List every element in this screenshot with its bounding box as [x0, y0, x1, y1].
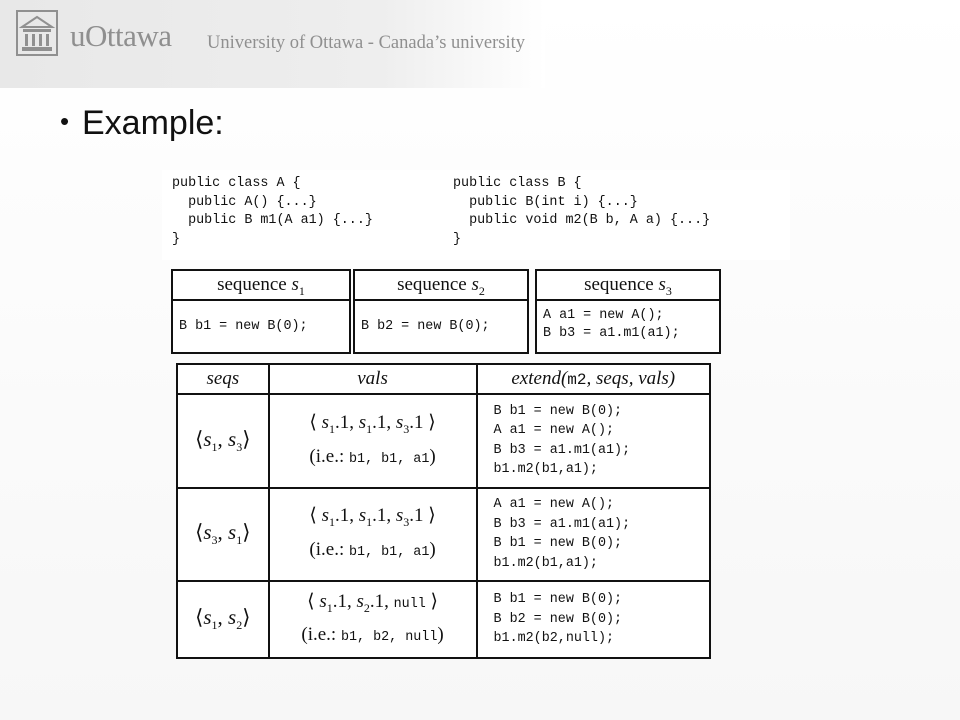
ie-values: b1, b1, a1 — [349, 545, 430, 561]
math-symbol: $s_1$ — [228, 520, 243, 548]
math-symbol: $s_1$ — [321, 411, 335, 436]
table-row — [177, 488, 710, 582]
math-symbol: $s_2$ — [228, 605, 243, 633]
class-a-code: public class A { public A() {...} public B m1(A a1) {...} } — [172, 176, 373, 247]
math-symbol: $s_1$ — [203, 605, 218, 633]
math-symbol: $s_3$ — [658, 274, 672, 298]
math-symbol: $s_1$ — [203, 426, 218, 454]
math-symbol: $s_1$ — [358, 505, 373, 530]
vals-tuple: ⟨ $s_1.1$, $s_2.1$, null ⟩ — [307, 590, 438, 615]
sequence-box-1 — [171, 269, 351, 354]
null-literal: null — [393, 596, 426, 612]
extend-table-header-row — [177, 364, 710, 394]
sequence-header: sequence $s_2$ — [355, 271, 527, 301]
math-symbol: $s_3$ — [395, 505, 410, 530]
ie-values: b1, b1, a1 — [349, 451, 430, 467]
class-b-code: public class B { public B(int i) {...} public void m2(B b, A a) {...} } — [453, 176, 711, 247]
math-symbol: $s_1$ — [291, 274, 305, 298]
ie-values: b1, b2, null — [340, 630, 438, 646]
sequence-code: B b2 = new B(0); — [361, 319, 490, 334]
vals-ie: (i.e.: b1, b1, a1) — [309, 445, 436, 467]
extend-code-cell: A a1 = new A(); B b3 = a1.m1(a1); B b1 = new B(0); b1.m2(b1,a1); — [477, 488, 711, 582]
table-row — [177, 394, 710, 488]
bullet-dot-icon: • — [60, 106, 70, 136]
seqs-cell: $⟨s_1$, $s_3⟩$ — [177, 394, 269, 488]
extend-code-cell: B b1 = new B(0); B b2 = new B(0); b1.m2(b2,null); — [477, 581, 711, 658]
vals-ie: (i.e.: b1, b1, a1) — [309, 539, 436, 561]
sequence-box-3 — [535, 269, 721, 354]
header-vals: vals — [269, 364, 477, 394]
header-seqs: seqs — [177, 364, 269, 394]
table-row — [177, 581, 710, 658]
vals-tuple: ⟨ $s_1.1$, $s_1.1$, $s_3.1$ ⟩ — [309, 505, 436, 530]
slide-bullet — [60, 104, 224, 143]
university-header-banner — [0, 0, 545, 88]
sequence-header: sequence $s_3$ — [537, 271, 719, 301]
seqs-cell: $⟨s_3$, $s_1⟩$ — [177, 488, 269, 582]
sequence-table — [171, 269, 721, 356]
math-symbol: $s_2$ — [356, 590, 370, 615]
vals-tuple: ⟨ $s_1.1$, $s_1.1$, $s_3.1$ ⟩ — [309, 411, 436, 436]
math-symbol: $s_3$ — [203, 520, 218, 548]
sequence-header: sequence $s_1$ — [173, 271, 349, 301]
class-code-panel — [162, 170, 790, 260]
sequence-box-2 — [353, 269, 529, 354]
university-building-icon — [16, 10, 58, 56]
math-symbol: $s_1$ — [358, 411, 373, 436]
math-symbol: $s_2$ — [471, 274, 485, 298]
vals-cell — [269, 394, 477, 488]
header-extend: extend(m2, seqs, vals) — [477, 364, 711, 394]
brand-name: uOttawa — [70, 18, 172, 53]
vals-cell — [269, 488, 477, 582]
extend-code-cell: B b1 = new B(0); A a1 = new A(); B b3 = a1.m1(a1); b1.m2(b1,a1); — [477, 394, 711, 488]
math-symbol: $s_1$ — [319, 590, 333, 615]
bullet-text: Example: — [82, 104, 224, 142]
sequence-code: B b1 = new B(0); — [179, 319, 308, 334]
vals-cell — [269, 581, 477, 658]
math-symbol: $s_3$ — [395, 411, 410, 436]
seqs-cell: $⟨s_1$, $s_2⟩$ — [177, 581, 269, 658]
university-tagline: University of Ottawa - Canada’s university — [207, 33, 526, 53]
math-symbol: $s_3$ — [228, 426, 243, 454]
vals-ie: (i.e.: b1, b2, null) — [301, 624, 444, 646]
math-symbol: $s_1$ — [321, 505, 335, 530]
sequence-code: A a1 = new A(); B b3 = a1.m1(a1); — [543, 308, 680, 341]
extend-table — [176, 363, 711, 659]
